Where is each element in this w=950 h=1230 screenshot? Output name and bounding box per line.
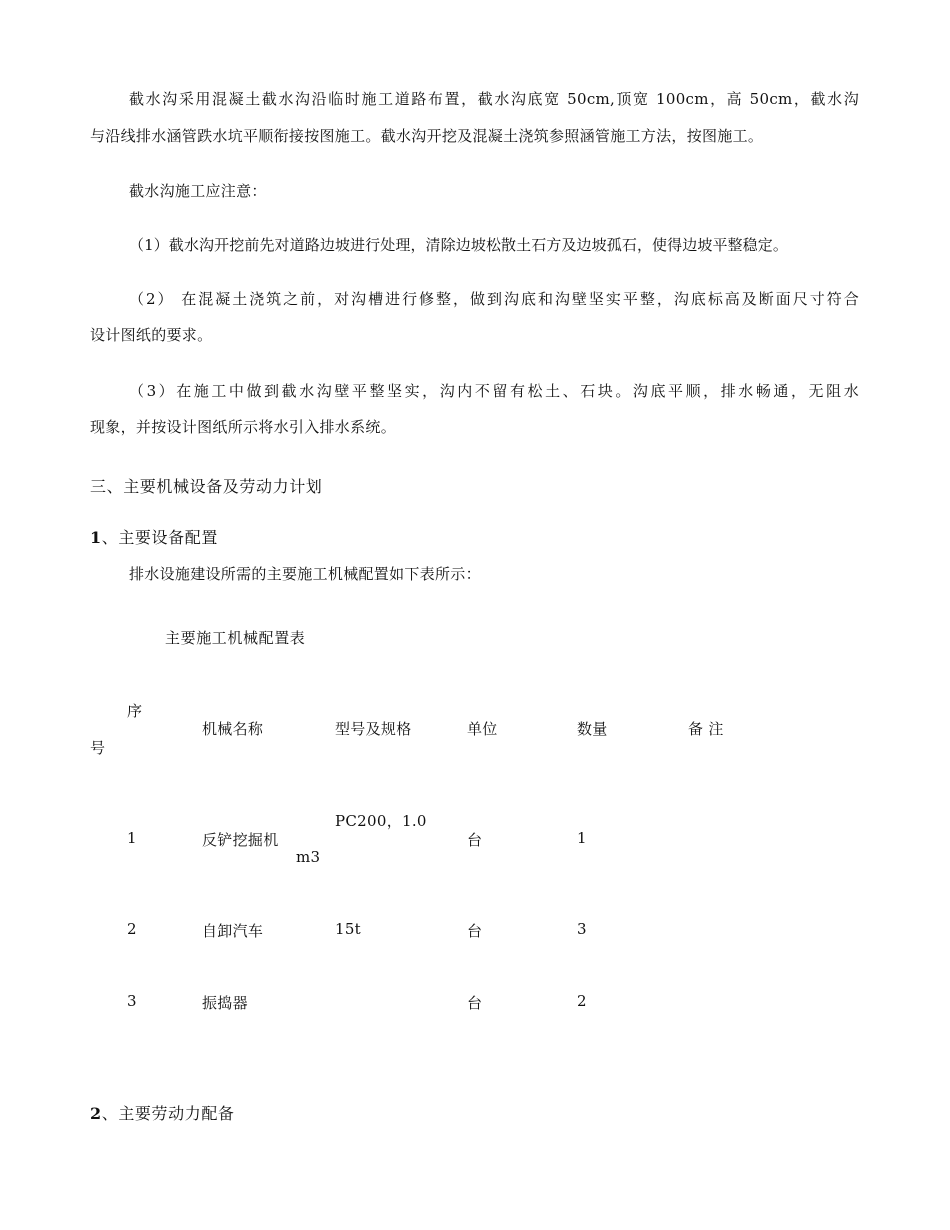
row-1-index: 1 <box>127 829 137 847</box>
header-remark: 备 注 <box>688 720 724 738</box>
subsection-1-title: 、主要设备配置 <box>101 528 218 547</box>
row-2-index: 2 <box>127 920 137 938</box>
row-2-quantity: 3 <box>577 920 587 938</box>
subsection-1-number: 1 <box>90 528 102 547</box>
row-1-model-line-2: m3 <box>296 848 321 866</box>
subsection-1-heading <box>90 525 218 548</box>
table-title: 主要施工机械配置表 <box>165 629 306 647</box>
subsection-2-number: 2 <box>90 1104 102 1123</box>
subsection-1-intro: 排水设施建设所需的主要施工机械配置如下表所示： <box>129 565 481 583</box>
subsection-2-title: 、主要劳动力配备 <box>101 1104 235 1123</box>
row-2-model: 15t <box>335 920 362 938</box>
paragraph-5-line-2: 现象，并按设计图纸所示将水引入排水系统。 <box>90 418 397 436</box>
row-2-unit: 台 <box>467 922 483 940</box>
header-quantity: 数量 <box>577 720 608 738</box>
row-1-unit: 台 <box>467 831 483 849</box>
header-machine-name: 机械名称 <box>202 720 264 738</box>
paragraph-4-line-1: （2） 在混凝土浇筑之前，对沟槽进行修整，做到沟底和沟壁坚实平整，沟底标高及断面尺寸符合 <box>129 290 859 308</box>
paragraph-4-line-2: 设计图纸的要求。 <box>90 326 213 344</box>
row-2-name: 自卸汽车 <box>202 922 264 940</box>
section-3-heading: 三、主要机械设备及劳动力计划 <box>90 477 323 496</box>
row-3-name: 振捣器 <box>202 994 248 1012</box>
paragraph-1-line-1: 截水沟采用混凝土截水沟沿临时施工道路布置，截水沟底宽 50cm,顶宽 100cm，高 50cm，截水沟 <box>129 90 859 108</box>
header-index-part1: 序 <box>127 702 143 720</box>
paragraph-5-line-1: （3）在施工中做到截水沟壁平整坚实，沟内不留有松土、石块。沟底平顺，排水畅通，无阻水 <box>129 382 859 400</box>
header-index-part2: 号 <box>90 739 106 757</box>
paragraph-1-line-2: 与沿线排水涵管跌水坑平顺衔接按图施工。截水沟开挖及混凝土浇筑参照涵管施工方法，按图施工。 <box>90 127 764 145</box>
row-3-index: 3 <box>127 992 137 1010</box>
subsection-2-heading <box>90 1101 235 1124</box>
row-1-quantity: 1 <box>577 829 587 847</box>
header-model: 型号及规格 <box>335 720 412 738</box>
row-3-quantity: 2 <box>577 992 587 1010</box>
paragraph-2: 截水沟施工应注意： <box>129 182 267 200</box>
paragraph-3: （1）截水沟开挖前先对道路边坡进行处理，清除边坡松散土石方及边坡孤石，使得边坡平整稳定。 <box>129 236 788 254</box>
row-1-model-line-1: PC200，1.0 <box>335 812 427 830</box>
row-3-unit: 台 <box>467 994 483 1012</box>
header-unit: 单位 <box>467 720 498 738</box>
row-1-name: 反铲挖掘机 <box>202 831 279 849</box>
